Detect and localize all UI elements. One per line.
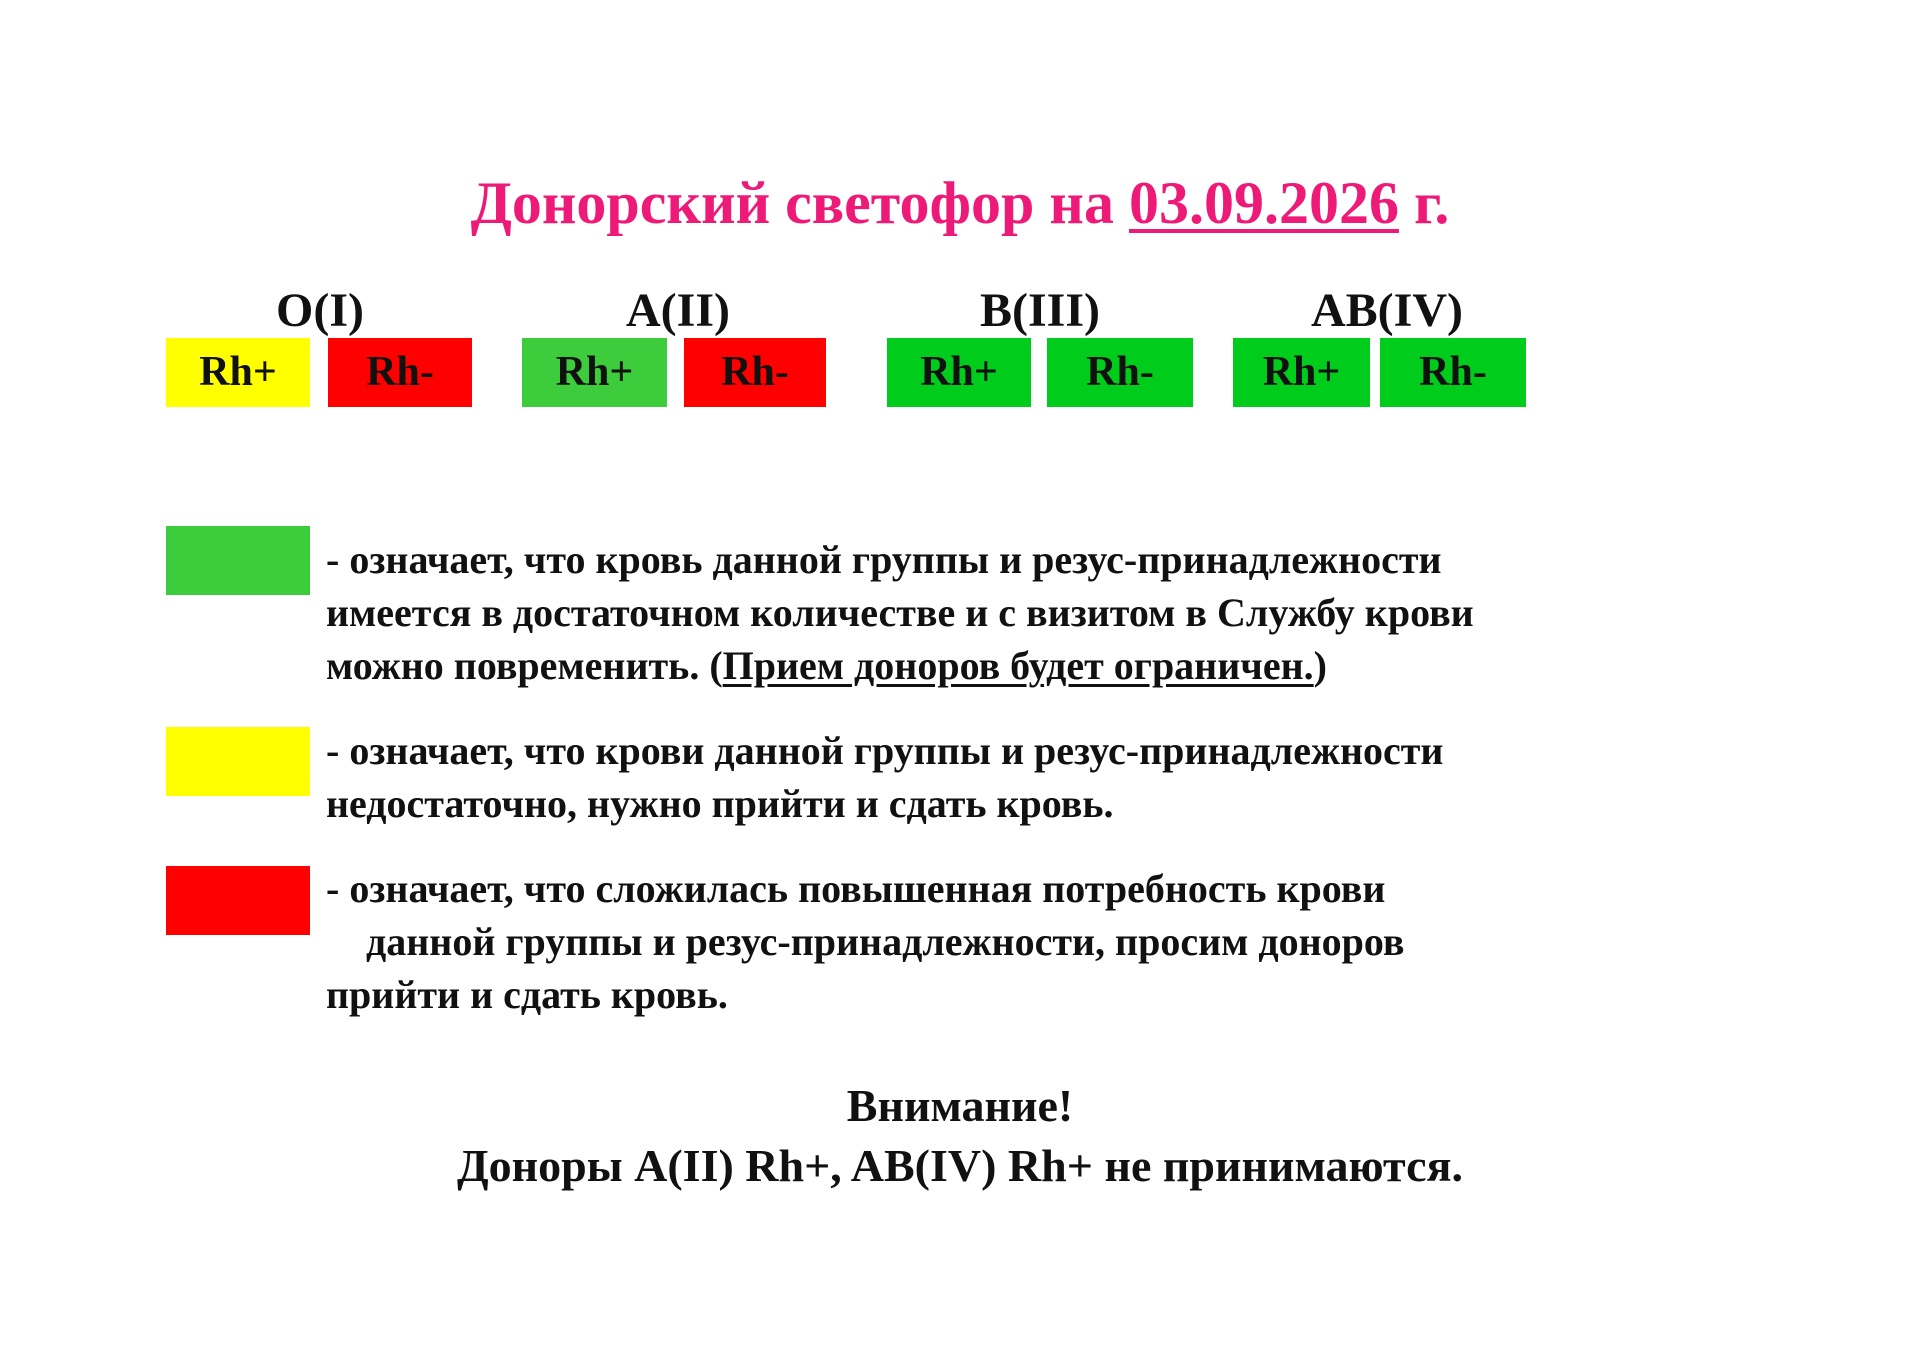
legend-green-swatch bbox=[166, 526, 310, 595]
legend-green-line-1: - означает, что кровь данной группы и резус-принадлежности bbox=[326, 537, 1442, 582]
legend-red-line-2: данной группы и резус-принадлежности, просим доноров bbox=[366, 919, 1405, 964]
legend-red-swatch bbox=[166, 866, 310, 935]
legend-green-line-3-suffix: ) bbox=[1313, 643, 1327, 688]
group-ab-rh-negative: Rh- bbox=[1380, 338, 1526, 407]
legend-red-line-1: - означает, что сложилась повышенная потребность крови bbox=[326, 866, 1386, 911]
group-o-rh-negative: Rh- bbox=[328, 338, 472, 407]
group-o-label: O(I) bbox=[276, 284, 364, 337]
group-b-label: B(III) bbox=[979, 284, 1101, 337]
legend-yellow-line-1: - означает, что крови данной группы и резус-принадлежности bbox=[326, 728, 1444, 773]
legend-red-text bbox=[326, 862, 1726, 1021]
title-date: 03.09.2026 bbox=[1128, 170, 1399, 236]
notice-heading: Внимание! bbox=[846, 1080, 1074, 1131]
group-a-label: A(II) bbox=[626, 284, 730, 337]
legend-yellow-text bbox=[326, 724, 1726, 830]
title-prefix: Донорский светофор на bbox=[470, 170, 1129, 236]
title-suffix: г. bbox=[1398, 170, 1450, 236]
group-ab-label: AB(IV) bbox=[1311, 284, 1463, 337]
legend-green-limited-note: Прием доноров будет ограничен. bbox=[722, 643, 1314, 688]
legend-yellow-line-2: недостаточно, нужно прийти и сдать кровь. bbox=[326, 781, 1114, 826]
legend-yellow-swatch bbox=[166, 727, 310, 796]
legend-red-line-3: прийти и сдать кровь. bbox=[326, 972, 728, 1017]
group-b-rh-negative: Rh- bbox=[1047, 338, 1193, 407]
legend-green-line-3-prefix: можно повременить. ( bbox=[326, 643, 723, 688]
group-a-rh-positive: Rh+ bbox=[522, 338, 667, 407]
group-ab-rh-positive: Rh+ bbox=[1233, 338, 1370, 407]
legend-green-line-3 bbox=[326, 639, 1726, 692]
legend-green-text bbox=[326, 533, 1726, 692]
legend-green-line-2: имеется в достаточном количестве и с визитом в Службу крови bbox=[326, 590, 1474, 635]
page-title bbox=[0, 168, 1920, 238]
group-b-rh-positive: Rh+ bbox=[887, 338, 1031, 407]
group-a-rh-negative: Rh- bbox=[684, 338, 826, 407]
notice-text: Доноры A(II) Rh+, AB(IV) Rh+ не принимаются. bbox=[456, 1140, 1463, 1191]
group-o-rh-positive: Rh+ bbox=[166, 338, 310, 407]
